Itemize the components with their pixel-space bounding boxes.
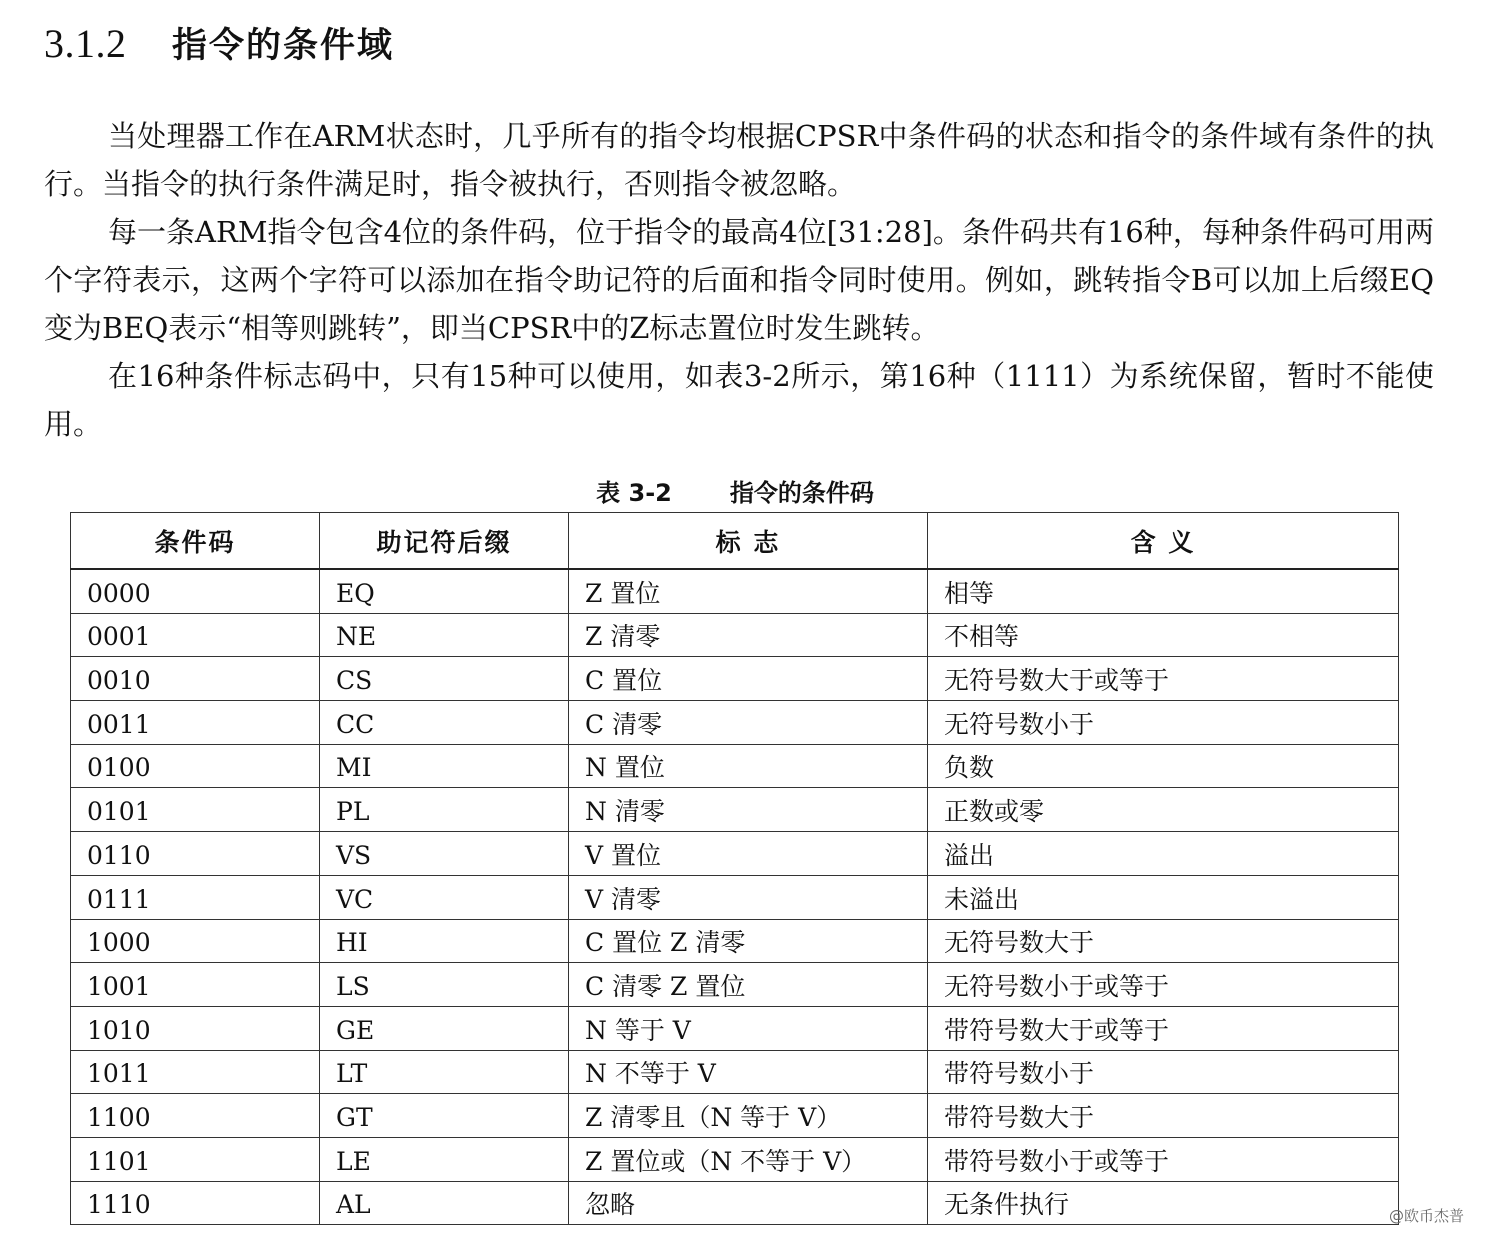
header-condition-code: 条件码 [71, 513, 320, 570]
section-title: 指令的条件域 [172, 26, 395, 66]
cell-code: 0000 [71, 569, 320, 613]
cell-suffix: HI [320, 919, 569, 963]
cell-suffix: GT [320, 1094, 569, 1138]
table-row [71, 1050, 1399, 1094]
table-row [71, 963, 1399, 1007]
cell-meaning: 无条件执行 [928, 1181, 1399, 1225]
cell-code: 1011 [71, 1050, 320, 1094]
header-meaning: 含 义 [928, 513, 1399, 570]
cell-suffix: AL [320, 1181, 569, 1225]
cell-suffix: GE [320, 1006, 569, 1050]
cell-code: 0111 [71, 875, 320, 919]
cell-meaning: 未溢出 [928, 875, 1399, 919]
cell-code: 1100 [71, 1094, 320, 1138]
cell-code: 0011 [71, 701, 320, 745]
cell-flags: Z 清零且（N 等于 V） [569, 1094, 928, 1138]
cell-flags: N 不等于 V [569, 1050, 928, 1094]
cell-meaning: 负数 [928, 744, 1399, 788]
cell-code: 1010 [71, 1006, 320, 1050]
table-row [71, 788, 1399, 832]
condition-code-table [70, 512, 1399, 1225]
table-row [71, 875, 1399, 919]
cell-flags: V 清零 [569, 875, 928, 919]
cell-suffix: VC [320, 875, 569, 919]
cell-meaning: 溢出 [928, 832, 1399, 876]
cell-meaning: 正数或零 [928, 788, 1399, 832]
table-header-row [71, 513, 1399, 570]
cell-meaning: 无符号数大于 [928, 919, 1399, 963]
body-text [44, 112, 1434, 448]
table-row [71, 701, 1399, 745]
cell-meaning: 无符号数大于或等于 [928, 657, 1399, 701]
cell-meaning: 带符号数小于或等于 [928, 1137, 1399, 1181]
table-row [71, 1181, 1399, 1225]
cell-meaning: 不相等 [928, 613, 1399, 657]
cell-flags: Z 置位或（N 不等于 V） [569, 1137, 928, 1181]
cell-flags: C 清零 Z 置位 [569, 963, 928, 1007]
cell-flags: Z 清零 [569, 613, 928, 657]
cell-suffix: EQ [320, 569, 569, 613]
table-caption-title: 指令的条件码 [729, 479, 874, 507]
cell-flags: C 清零 [569, 701, 928, 745]
cell-code: 1000 [71, 919, 320, 963]
header-flags: 标 志 [569, 513, 928, 570]
cell-suffix: MI [320, 744, 569, 788]
cell-suffix: PL [320, 788, 569, 832]
cell-flags: C 置位 Z 清零 [569, 919, 928, 963]
cell-code: 0001 [71, 613, 320, 657]
cell-suffix: LS [320, 963, 569, 1007]
paragraph: 当处理器工作在ARM状态时，几乎所有的指令均根据CPSR中条件码的状态和指令的条件域有条件的执行。当指令的执行条件满足时，指令被执行，否则指令被忽略。 [44, 119, 1434, 201]
cell-flags: N 清零 [569, 788, 928, 832]
table-row [71, 1137, 1399, 1181]
cell-meaning: 无符号数小于 [928, 701, 1399, 745]
cell-suffix: NE [320, 613, 569, 657]
table-row [71, 919, 1399, 963]
cell-suffix: LT [320, 1050, 569, 1094]
paragraph: 在16种条件标志码中，只有15种可以使用，如表3-2所示，第16种（1111）为系统保留，暂时不能使用。 [44, 359, 1434, 441]
cell-meaning: 带符号数小于 [928, 1050, 1399, 1094]
cell-flags: N 等于 V [569, 1006, 928, 1050]
cell-flags: Z 置位 [569, 569, 928, 613]
table-row [71, 613, 1399, 657]
cell-code: 1110 [71, 1181, 320, 1225]
cell-suffix: CS [320, 657, 569, 701]
section-number: 3.1.2 [44, 21, 127, 66]
table-row [71, 832, 1399, 876]
table-row [71, 569, 1399, 613]
cell-meaning: 带符号数大于 [928, 1094, 1399, 1138]
cell-meaning: 带符号数大于或等于 [928, 1006, 1399, 1050]
cell-flags: C 置位 [569, 657, 928, 701]
table-caption-number: 表 3-2 [596, 479, 672, 507]
table-row [71, 1006, 1399, 1050]
cell-meaning: 无符号数小于或等于 [928, 963, 1399, 1007]
cell-code: 0110 [71, 832, 320, 876]
cell-suffix: CC [320, 701, 569, 745]
cell-code: 1101 [71, 1137, 320, 1181]
cell-flags: N 置位 [569, 744, 928, 788]
watermark: @欧币杰普 [1388, 1207, 1464, 1225]
table-caption [0, 474, 1470, 512]
table-row [71, 1094, 1399, 1138]
cell-code: 0100 [71, 744, 320, 788]
table-row [71, 744, 1399, 788]
cell-suffix: VS [320, 832, 569, 876]
cell-code: 0101 [71, 788, 320, 832]
cell-code: 0010 [71, 657, 320, 701]
header-mnemonic-suffix: 助记符后缀 [320, 513, 569, 570]
paragraph: 每一条ARM指令包含4位的条件码，位于指令的最高4位[31:28]。条件码共有16种，每种条件码可用两个字符表示，这两个字符可以添加在指令助记符的后面和指令同时使用。例如，跳转指令B可以加上后缀EQ变为BEQ表示“相等则跳转”，即当CPSR中的Z标志置位时发生跳转。 [44, 215, 1434, 345]
cell-meaning: 相等 [928, 569, 1399, 613]
cell-code: 1001 [71, 963, 320, 1007]
section-heading [44, 18, 394, 70]
cell-flags: V 置位 [569, 832, 928, 876]
cell-suffix: LE [320, 1137, 569, 1181]
table-row [71, 657, 1399, 701]
cell-flags: 忽略 [569, 1181, 928, 1225]
